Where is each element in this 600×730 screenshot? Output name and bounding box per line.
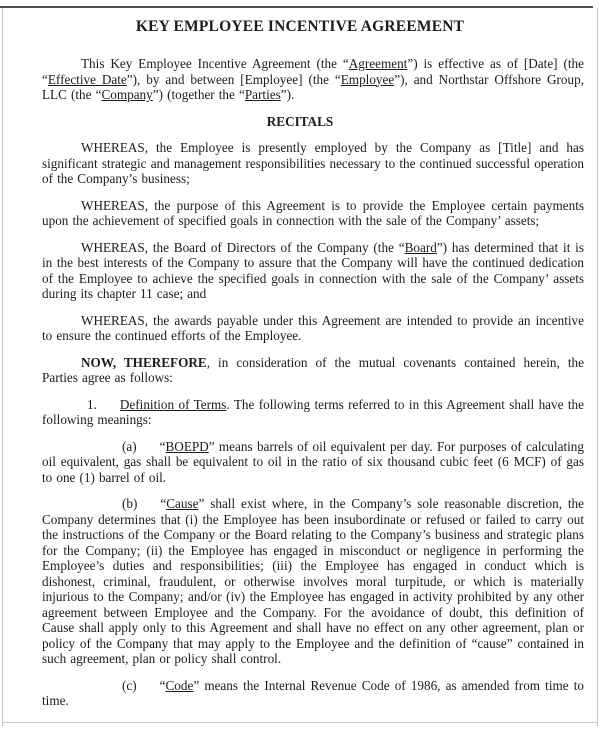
defined-term: Code (165, 677, 194, 693)
text-run: “ (159, 677, 166, 693)
intro-paragraph (42, 56, 584, 103)
text-run: ”) has determined that it is in the best interests of the Company to assure that the Company will have the continued dedication of the Employee to achieve the specified goals in connection with the sale of the Company’ assets during its chapter 11 case; and (42, 239, 584, 301)
page-top-rule (0, 6, 593, 8)
document-title: KEY EMPLOYEE INCENTIVE AGREEMENT (135, 18, 465, 35)
defined-term: Effective Date (47, 71, 127, 87)
defined-term: Employee (340, 71, 395, 87)
text-run: (b) (122, 496, 138, 511)
text-run: NOW, THEREFORE (81, 354, 207, 370)
text-run: ”). (280, 87, 295, 102)
whereas-paragraph-1 (42, 140, 584, 187)
section-1-definition-of-terms (42, 397, 584, 428)
text-run: 1. (87, 396, 97, 412)
text-run: WHEREAS, the Board of Directors of the Company (the “ (81, 239, 405, 255)
text-run: WHEREAS, the awards payable under this Agreement are intended to provide an incentive to ensure the continued efforts of the Employee. (42, 312, 584, 343)
text-run: , in consideration of the mutual covenants contained herein, the Parties agree as follows: (42, 354, 584, 385)
defined-term: Definition of Terms (119, 396, 227, 412)
defined-term: Agreement (348, 56, 408, 71)
text-run: ”), and Northstar Offshore Group, LLC (the “ (42, 71, 584, 102)
definition-a-boepd (42, 439, 584, 486)
text-run: “ (159, 438, 166, 454)
text-run: This Key Employee Incentive Agreement (the “ (81, 56, 349, 71)
definition-c-code (42, 678, 584, 709)
text-run: ”) is effective as of [Date] (the “ (42, 56, 585, 87)
document-content (42, 18, 584, 720)
defined-term: BOEPD (165, 438, 209, 454)
now-therefore-paragraph (42, 355, 584, 386)
text-run: ” shall exist where, in the Company’s sole reasonable discretion, the Company determines that (i) the Employee has been insubordinate or refused or failed to carry out the instructions of the Company or the Board relating to the Company’s business and strategic plans for the Company; (ii) the Employee has engaged in misconduct or negligence in performing the Employee’s duties and responsibilities; (iii) the Employee has engaged in conduct which is dishonest, criminal, fraudulent, or otherwise involves moral turpitude, or which is materially injurious to the Company; and/or (iv) the Employee has engaged in activity prohibited by any other agreement between Employee and the Company. For the avoidance of doubt, this definition of Cause shall apply only to this Agreement and shall have no effect on any other agreement, plan or policy of the Company that may apply to the Employee and the definition of “cause” contained in such agreement, plan or policy shall control. (42, 496, 584, 666)
defined-term: Parties (244, 87, 281, 102)
text-run: (c) (122, 677, 137, 693)
defined-term: Cause (166, 496, 199, 511)
text-run: (a) (122, 438, 137, 454)
text-run: ” means barrels of oil equivalent per day. For purposes of calculating oil equivalent, gas shall be equivalent to oil in the ratio of six thousand cubic feet (6 MCF) of gas to one (1) barrel of oil. (42, 438, 584, 485)
whereas-paragraph-4 (42, 313, 584, 344)
text-run: ”) (together the “ (152, 87, 245, 102)
text-run: ”), by and between [Employee] (the “ (126, 71, 341, 87)
text-run: WHEREAS, the Employee is presently employed by the Company as [Title] and has significant strategic and management responsibilities necessary to the continued successful operation of the Company’s business; (42, 140, 584, 186)
text-run: . The following terms referred to in this Agreement shall have the following meanings: (42, 396, 584, 427)
defined-term: Board (404, 239, 437, 255)
page-border-bottom (2, 722, 598, 723)
whereas-paragraph-2 (42, 198, 584, 229)
recitals-heading (0, 114, 600, 130)
text-run: WHEREAS, the purpose of this Agreement is to provide the Employee certain payments upon the achievement of specified goals in connection with the sale of the Company’ assets; (42, 197, 584, 228)
text-run: ” means the Internal Revenue Code of 1986, as amended from time to time. (42, 677, 584, 708)
text-run: RECITALS (266, 113, 334, 129)
whereas-paragraph-3 (42, 240, 584, 302)
defined-term: Company (101, 87, 153, 102)
definition-b-cause (42, 496, 584, 667)
paragraph-list (42, 56, 584, 709)
text-run: “ (160, 496, 167, 511)
